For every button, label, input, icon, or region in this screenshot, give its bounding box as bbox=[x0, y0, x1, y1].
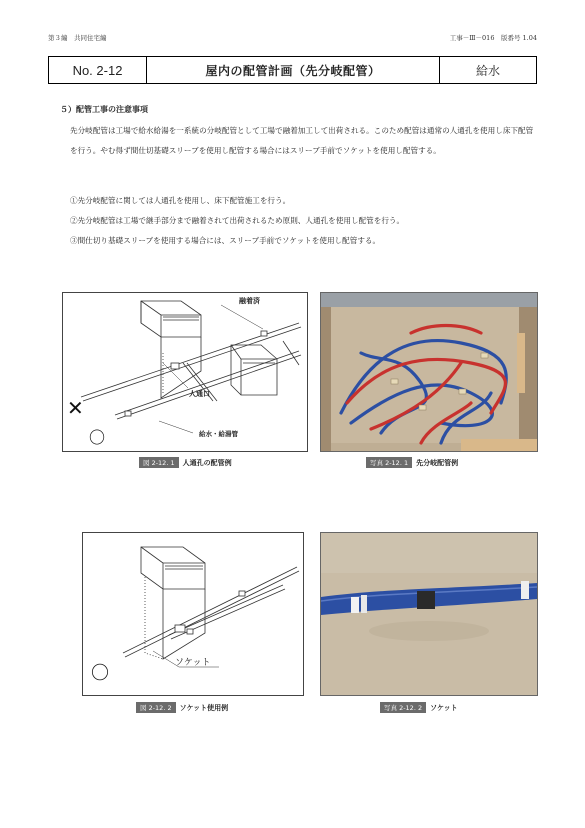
note-item-2: ②先分岐配管は工場で継手部分まで融着されて出荷されるため原則、人通孔を使用し配管を行う。 bbox=[70, 216, 405, 225]
photo-socket bbox=[320, 532, 538, 696]
figure2-caption-badge: 図 2-12. 2 bbox=[136, 702, 176, 713]
section-paragraph: 先分岐配管は工場で給水給湯を一系統の分岐配管として工場で融着加工して出荷される。このため配管は通常の人通孔を使用し床下配管を行う。やむ得ず間仕切基礎スリーブを使用し配管する場合にはスリーブ手前でソケットを使用し配管する。 bbox=[70, 126, 534, 155]
ok-mark: 〇 bbox=[91, 663, 109, 684]
socket-photo bbox=[321, 533, 537, 695]
socket-usage-drawing bbox=[83, 533, 303, 695]
figure-socket-usage bbox=[82, 532, 304, 696]
prebranch-piping-photo bbox=[321, 293, 537, 451]
figure2-caption-text: ソケット使用例 bbox=[179, 703, 229, 712]
label-socket: ソケット bbox=[175, 658, 211, 668]
figure1-caption-badge: 図 2-12. 1 bbox=[139, 457, 179, 468]
header-document-number: 工事－Ⅲ－016 版番号 1.04 bbox=[449, 34, 537, 42]
photo-prebranch-piping bbox=[320, 292, 538, 452]
note-item-3: ③間仕切り基礎スリーブを使用する場合には、スリーブ手前でソケットを使用し配管する。 bbox=[70, 236, 381, 245]
figure2-caption bbox=[136, 702, 228, 713]
page-title: 屋内の配管計画（先分岐配管） bbox=[147, 57, 440, 83]
photo1-caption-text: 先分岐配管例 bbox=[416, 458, 459, 467]
notes-list bbox=[70, 191, 540, 251]
label-supply-pipe: 給水・給湯管 bbox=[199, 430, 238, 438]
note-item-1: ①先分岐配管に関しては人通孔を使用し、床下配管施工を行う。 bbox=[70, 196, 291, 205]
figure1-caption-text: 人通孔の配管例 bbox=[182, 458, 232, 467]
photo2-caption-text: ソケット bbox=[430, 703, 458, 712]
title-table bbox=[48, 56, 537, 84]
header-section-label: 第３編 共同住宅編 bbox=[48, 34, 107, 42]
label-access-hole: 人通口 bbox=[189, 390, 210, 398]
ok-mark: 〇 bbox=[89, 428, 106, 447]
figure-access-hole-piping bbox=[62, 292, 308, 452]
access-hole-drawing bbox=[63, 293, 307, 451]
category-label: 給水 bbox=[475, 63, 500, 78]
section-heading: ５）配管工事の注意事項 bbox=[60, 105, 148, 114]
photo2-caption bbox=[380, 702, 458, 713]
ng-mark: ✕ bbox=[67, 396, 84, 420]
figure1-caption bbox=[139, 457, 232, 468]
photo1-caption-badge: 写真 2-12. 1 bbox=[366, 457, 412, 468]
item-number: No. 2-12 bbox=[49, 57, 147, 83]
photo2-caption-badge: 写真 2-12. 2 bbox=[380, 702, 426, 713]
photo1-caption bbox=[366, 457, 458, 468]
label-fused: 融着済 bbox=[239, 297, 260, 305]
